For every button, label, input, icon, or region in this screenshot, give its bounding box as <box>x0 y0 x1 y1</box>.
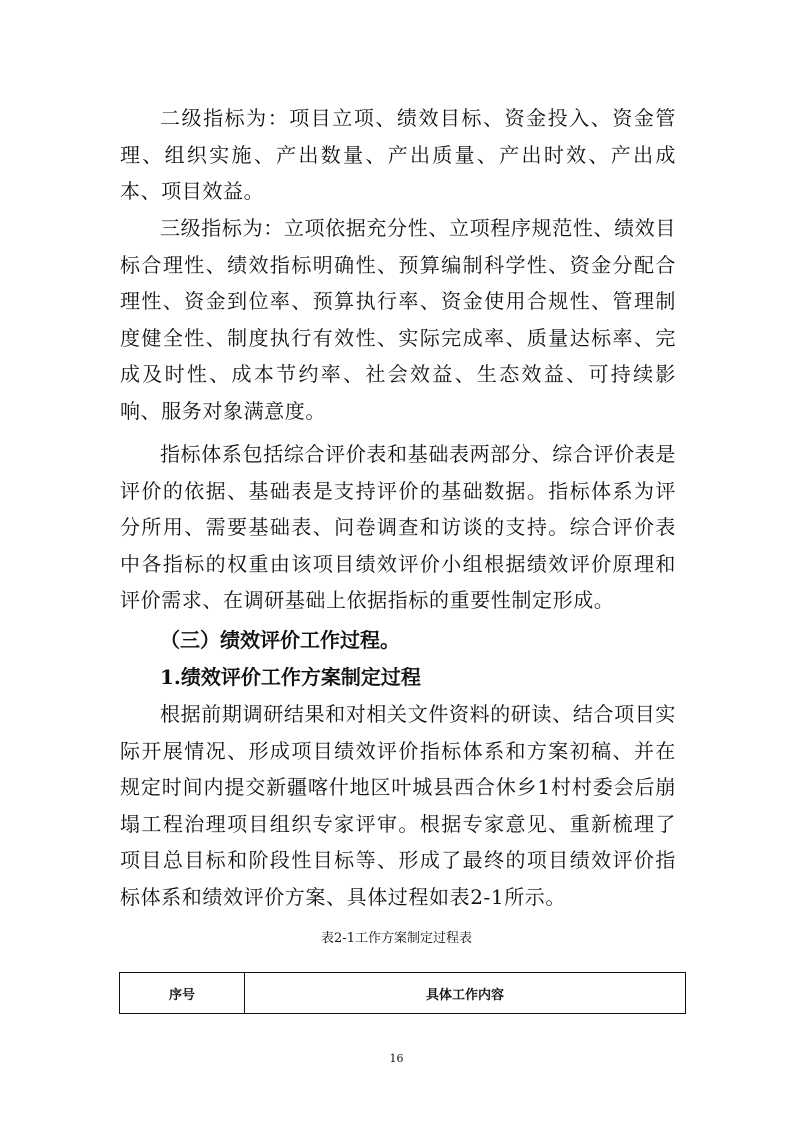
table-caption: 表2-1工作方案制定过程表 <box>321 931 472 946</box>
page-number: 16 <box>389 1052 404 1065</box>
table-header-row <box>120 973 686 1014</box>
column-header-index: 序号 <box>120 973 245 1014</box>
paragraph-secondary-indicators: 二级指标为：项目立项、绩效目标、资金投入、资金管理、组织实施、产出数量、产出质量、产出时效、产出成本、项目效益。 <box>120 106 676 203</box>
paragraph-indicator-system: 指标体系包括综合评价表和基础表两部分、综合评价表是评价的依据、基础表是支持评价的基础数据。指标体系为评分所用、需要基础表、问卷调查和访谈的支持。综合评价表中各指标的权重由该项目绩效评价小组根据绩效评价原理和评价需求、在调研基础上依据指标的重要性制定形成。 <box>120 442 676 612</box>
paragraph-plan-process: 根据前期调研结果和对相关文件资料的研读、结合项目实际开展情况、形成项目绩效评价指标体系和方案初稿、并在规定时间内提交新疆喀什地区叶城县西合休乡1村村委会后崩塌工程治理项目组织专家评审。根据专家意见、重新梳理了项目总目标和阶段性目标等、形成了最终的项目绩效评价指标体系和绩效评价方案、具体过程如表2-1所示。 <box>120 702 676 909</box>
subsection-heading: 1.绩效评价工作方案制定过程 <box>160 665 421 689</box>
process-table <box>119 972 686 1014</box>
paragraph-tertiary-indicators: 三级指标为：立项依据充分性、立项程序规范性、绩效目标合理性、绩效指标明确性、预算编制科学性、资金分配合理性、资金到位率、预算执行率、资金使用合规性、管理制度健全性、制度执行有效性、实际完成率、质量达标率、完成及时性、成本节约率、社会效益、生态效益、可持续影响、服务对象满意度。 <box>120 216 676 423</box>
section-heading: （三）绩效评价工作过程。 <box>160 628 400 652</box>
column-header-content: 具体工作内容 <box>245 973 686 1014</box>
